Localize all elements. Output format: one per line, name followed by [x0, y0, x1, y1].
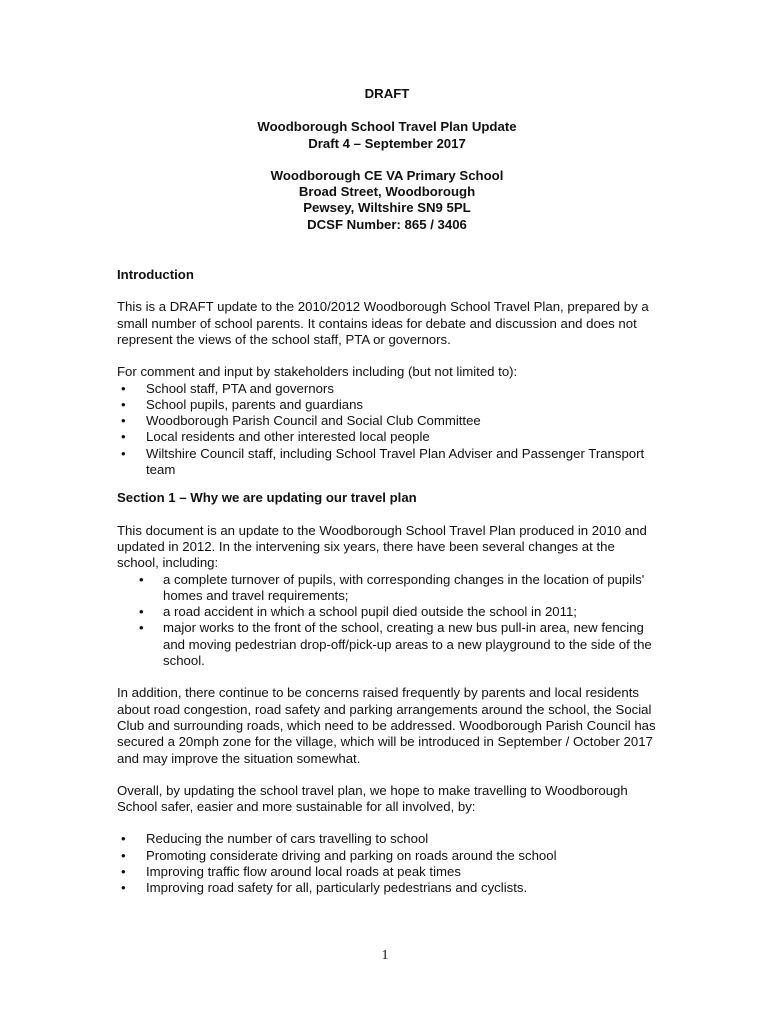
draft-label: DRAFT — [364, 86, 410, 101]
introduction-heading: Introduction — [117, 267, 194, 283]
section1-paragraph2: In addition, there continue to be concerns raised frequently by parents and local residents about road congestion, road safety and parking arrangements around the school, the Social Club and surrounding roads, which need to be addressed. Woodborough Parish Council has secured a 20mph zone for the village, which will be introduced in September / October 2017 and may improve the situation somewhat. — [117, 685, 656, 766]
stakeholders-list — [117, 381, 657, 479]
section1-paragraph1: This document is an update to the Woodborough School Travel Plan produced in 2010 and updated in 2012. In the intervening six years, there have been several changes at the school, including: — [117, 522, 647, 571]
list-item: • Improving traffic flow around local roads at peak times — [117, 864, 657, 880]
stakeholders-lead: For comment and input by stakeholders including (but not limited to): — [117, 364, 518, 380]
list-item: • School staff, PTA and governors — [117, 381, 657, 397]
aims-list — [117, 831, 657, 896]
school-name: Woodborough CE VA Primary School — [270, 167, 504, 183]
list-item: • Local residents and other interested local people — [117, 429, 657, 445]
introduction-paragraph: This is a DRAFT update to the 2010/2012 Woodborough School Travel Plan, prepared by a small number of school parents. It contains ideas for debate and discussion and does not represent the views of the school staff, PTA or governors. — [117, 299, 649, 347]
changes-list — [117, 572, 657, 670]
section1-paragraph3: Overall, by updating the school travel plan, we hope to make travelling to Woodborough School safer, easier and more sustainable for all involved, by: — [117, 782, 628, 815]
document-version: Draft 4 – September 2017 — [308, 135, 466, 151]
school-town: Pewsey, Wiltshire SN9 5PL — [303, 200, 471, 216]
list-item: • a complete turnover of pupils, with corresponding changes in the location of pupils' homes and travel requirements; — [117, 572, 657, 605]
document-body — [117, 80, 657, 897]
list-item: • Improving road safety for all, particularly pedestrians and cyclists. — [117, 880, 657, 896]
list-item: • Wiltshire Council staff, including School Travel Plan Adviser and Passenger Transport team — [117, 446, 657, 479]
section1-heading: Section 1 – Why we are updating our travel plan — [117, 490, 417, 506]
dcsf-number: DCSF Number: 865 / 3406 — [307, 216, 467, 232]
list-item: • School pupils, parents and guardians — [117, 397, 657, 413]
list-item: • Promoting considerate driving and parking on roads around the school — [117, 848, 657, 864]
list-item: • a road accident in which a school pupil died outside the school in 2011; — [117, 604, 657, 620]
list-item: • Woodborough Parish Council and Social Club Committee — [117, 413, 657, 429]
page-number: 1 — [381, 948, 389, 963]
list-item: • major works to the front of the school, creating a new bus pull-in area, new fencing and moving pedestrian drop-off/pick-up areas to a new playground to the side of the school. — [117, 620, 657, 669]
list-item: • Reducing the number of cars travelling to school — [117, 831, 657, 847]
school-street: Broad Street, Woodborough — [298, 184, 476, 200]
document-title: Woodborough School Travel Plan Update — [257, 119, 517, 135]
